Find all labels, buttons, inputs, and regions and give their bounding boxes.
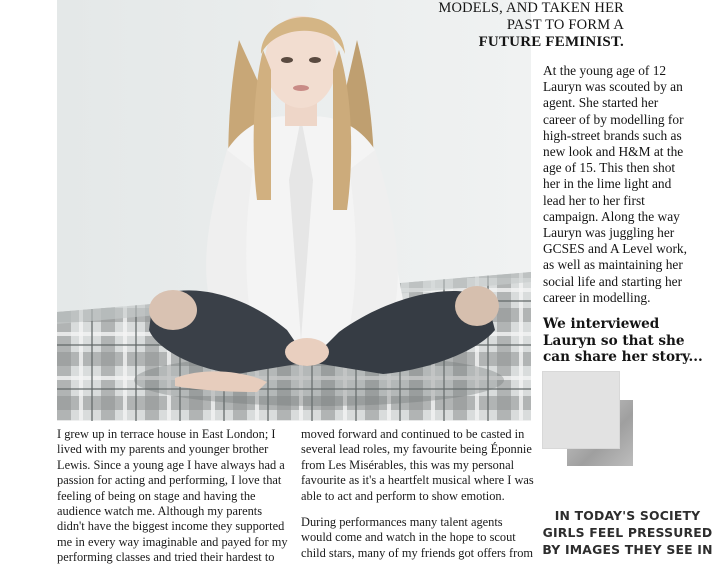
headline-line-3: FUTURE FEMINIST. [478,34,624,50]
body-column-2 [301,427,535,572]
pull-quote-line-1: IN TODAY'S SOCIETY [554,508,701,523]
body-paragraph: moved forward and continued to be casted in several lead roles, my favourite being Éponnie from Les Misérables, this was my personal favourite as it's a heartfelt musical where I was able to act and perform to show emotion. [301,427,534,503]
interview-teaser: We interviewed Lauryn so that she can share her story... [543,316,703,365]
intro-paragraph: At the young age of 12 Lauryn was scouted by an agent. She started her career of by modelling for high-street brands such as new look and H&M at the age of 15. This then shot her in the lime light and lead her to her first campaign. Along the way Lauryn was juggling her GCSES and A Level work, as well as maintaining her social life and starting her career in modelling. [543,63,687,305]
pull-quote-line-3: BY IMAGES THEY SEE IN [542,542,713,557]
cover-photo [57,0,531,421]
headline-line-1: MODELS, AND TAKEN HER [438,0,624,16]
body-column-1 [57,427,289,577]
pull-quote-line-2: GIRLS FEEL PRESSURED [542,525,713,540]
body-paragraph: I grew up in terrace house in East London; I lived with my parents and younger brother Lewis. Since a young age I have always had a passion for acting and performing, I love that feeling of being on stage and having the audience watch me. Although my parents didn't have the biggest income they supported me in every way imaginable and payed for my performing classes and tried their hardest to [57,427,288,565]
thumbnail-front [543,372,619,448]
pull-quote [540,507,715,558]
headline [436,0,624,51]
body-paragraph: During performances many talent agents would come and watch in the hope to scout child stars, many of my friends got offers from [301,515,534,560]
headline-line-2: PAST TO FORM A [506,17,624,33]
